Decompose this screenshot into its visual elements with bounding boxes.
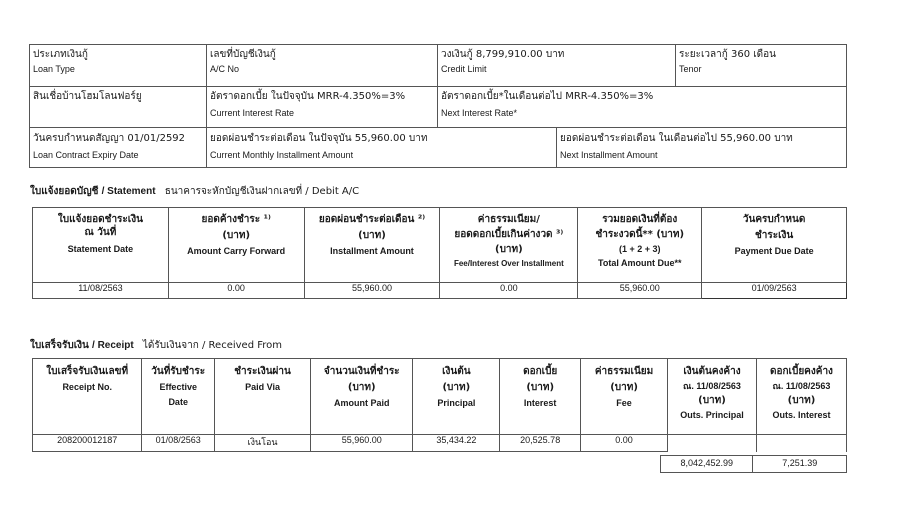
header-line: Fee [616, 398, 632, 408]
header-line: จำนวนเงินที่ชำระ [323, 366, 400, 377]
header-line: ดอกเบี้ยคงค้าง [770, 366, 833, 377]
receipt-table [32, 358, 847, 452]
current-rate-th: อัตราดอกเบี้ย ในปัจจุบัน MRR-4.350%=3% [210, 91, 406, 102]
receipt-title-th: ใบเสร็จรับเงิน [30, 340, 89, 351]
statement-subtitle: ธนาคารจะหักบัญชีเงินฝากเลขที่ / Debit A/C [164, 186, 360, 197]
next-installment-en: Next Installment Amount [559, 150, 658, 160]
header-line: (บาท) [787, 395, 816, 406]
header-line: วันครบกำหนด [742, 214, 806, 225]
header-line: ใบเสร็จรับเงินเลขที่ [46, 366, 129, 377]
header-line: Paid Via [245, 382, 280, 392]
header-line: ณ วันที่ [84, 227, 117, 238]
next-rate-en: Next Interest Rate* [441, 108, 518, 118]
header-line: (บาท) [495, 244, 523, 255]
header-line: (บาท) [610, 382, 638, 393]
header-line: Effective [159, 382, 197, 392]
header-line: Date [168, 397, 188, 407]
receipt-header-amount-paid [311, 359, 413, 435]
header-line: Principal [437, 398, 476, 408]
current-rate-en: Current Interest Rate [210, 108, 295, 118]
header-line: ชำระเงิน [754, 230, 794, 241]
header-line: ชำระงวดนี้** (บาท) [595, 229, 685, 240]
header-line: ยอดค้างชำระ ¹⁾ [201, 214, 271, 225]
statement-title-th: ใบแจ้งยอดบัญชี [30, 186, 99, 197]
header-line: (บาท) [526, 382, 555, 393]
receipt-header-interest [500, 359, 581, 435]
header-line: Amount Paid [334, 398, 390, 408]
statement-header-fee [440, 208, 578, 283]
statement-row [33, 283, 847, 299]
installment-value: 55,960.00 [304, 283, 440, 299]
header-line: (บาท) [222, 230, 251, 241]
statement-table [32, 207, 847, 299]
loan-type-value-cell [30, 87, 207, 128]
header-line: วันที่รับชำระ [151, 366, 206, 377]
effective-date-value: 01/08/2563 [142, 435, 215, 452]
loan-type-value: สินเชื่อบ้านโฮมโลนฟอร์ยู [33, 91, 142, 102]
header-line: ค่าธรรมเนียม [594, 366, 654, 377]
header-line: ณ. 11/08/2563 [772, 381, 831, 391]
blank-cell [756, 435, 846, 452]
total-due-value: 55,960.00 [578, 283, 702, 299]
loan-info-table [29, 44, 847, 168]
next-installment-th: ยอดผ่อนชำระต่อเดือน ในเดือนต่อไป 55,960.00 บาท [559, 133, 793, 144]
statement-header-due-date [702, 208, 847, 283]
header-line: Interest [523, 398, 557, 408]
header-line: ณ. 11/08/2563 [683, 381, 741, 391]
blank-cell [668, 435, 757, 452]
current-installment-cell [207, 128, 557, 168]
tenor-en: Tenor [679, 64, 702, 74]
receipt-header-no [33, 359, 142, 435]
header-line: ชำระเงินผ่าน [234, 366, 291, 377]
loan-type-label-en: Loan Type [33, 64, 75, 74]
fee-value: 0.00 [440, 283, 578, 299]
statement-heading [30, 184, 359, 199]
credit-limit-en: Credit Limit [441, 64, 487, 74]
header-line: ยอดผ่อนชำระต่อเดือน ²⁾ [318, 214, 426, 225]
receipt-header-outs-principal [668, 359, 757, 435]
header-line: (บาท) [698, 395, 726, 406]
header-line: Fee/Interest Over Installment [453, 259, 564, 268]
outs-interest-value: 7,251.39 [753, 456, 847, 473]
receipt-header-principal [413, 359, 500, 435]
header-line: (บาท) [347, 382, 376, 393]
receipt-no-value: 208200012187 [33, 435, 142, 452]
statement-header-carry-forward [168, 208, 304, 283]
outstanding-table [660, 455, 847, 473]
expiry-cell [30, 128, 207, 168]
header-line: (บาท) [358, 230, 386, 241]
header-line: เงินต้นคงค้าง [683, 366, 741, 377]
header-line: ค่าธรรมเนียม/ [477, 214, 540, 225]
receipt-subtitle: ได้รับเงินจาก / Received From [142, 340, 282, 351]
statement-header-date [33, 208, 169, 283]
next-installment-cell [556, 128, 846, 168]
statement-header-total [578, 208, 702, 283]
outs-principal-value: 8,042,452.99 [661, 456, 753, 473]
receipt-heading [30, 338, 282, 353]
header-line: Total Amount Due** [598, 258, 682, 268]
tenor-th: ระยะเวลากู้ 360 เดือน [679, 49, 777, 60]
acno-label-en: A/C No [210, 64, 240, 74]
receipt-header-fee [581, 359, 668, 435]
header-line: (บาท) [442, 382, 471, 393]
receipt-header-outs-interest [756, 359, 846, 435]
header-line: Installment Amount [330, 246, 414, 256]
receipt-title-en: / Receipt [92, 340, 134, 351]
loan-type-label-th: ประเภทเงินกู้ [33, 49, 88, 60]
expiry-th: วันครบกำหนดสัญญา 01/01/2592 [33, 133, 186, 144]
header-line: Statement Date [67, 244, 134, 254]
loan-type-cell [30, 45, 207, 87]
receipt-header-effective-date [142, 359, 215, 435]
paid-via-value: เงินโอน [215, 435, 311, 452]
header-line: เงินต้น [442, 366, 471, 377]
receipt-fee-value: 0.00 [581, 435, 668, 452]
acno-cell [207, 45, 438, 87]
interest-value: 20,525.78 [500, 435, 581, 452]
current-rate-cell [207, 87, 438, 128]
credit-limit-th: วงเงินกู้ 8,799,910.00 บาท [441, 49, 565, 60]
credit-limit-cell [438, 45, 676, 87]
header-line: (1 + 2 + 3) [618, 244, 661, 254]
header-line: Receipt No. [62, 382, 112, 392]
header-line: Outs. Principal [680, 410, 744, 420]
header-line: ยอดดอกเบี้ยเกินค่างวด ³⁾ [454, 229, 564, 240]
acno-label-th: เลขที่บัญชีเงินกู้ [210, 49, 276, 60]
expiry-en: Loan Contract Expiry Date [33, 150, 139, 160]
amount-paid-value: 55,960.00 [311, 435, 413, 452]
header-line: Amount Carry Forward [187, 246, 286, 256]
header-line: ดอกเบี้ย [523, 366, 558, 377]
header-line: ใบแจ้งยอดชำระเงิน [57, 214, 143, 225]
receipt-row [33, 435, 847, 452]
header-line: รวมยอดเงินที่ต้อง [602, 214, 678, 225]
statement-title-en: / Statement [101, 186, 156, 197]
due-date-value: 01/09/2563 [702, 283, 847, 299]
next-rate-cell [438, 87, 847, 128]
statement-header-installment [304, 208, 440, 283]
current-installment-en: Current Monthly Installment Amount [210, 150, 354, 160]
receipt-header-paid-via [215, 359, 311, 435]
statement-date-value: 11/08/2563 [33, 283, 169, 299]
carry-forward-value: 0.00 [168, 283, 304, 299]
header-line: Outs. Interest [772, 410, 831, 420]
next-rate-th: อัตราดอกเบี้ย*ในเดือนต่อไป MRR-4.350%=3% [441, 91, 654, 102]
tenor-cell [676, 45, 847, 87]
current-installment-th: ยอดผ่อนชำระต่อเดือน ในปัจจุบัน 55,960.00 บาท [210, 133, 428, 144]
header-line: Payment Due Date [734, 246, 814, 256]
principal-value: 35,434.22 [413, 435, 500, 452]
